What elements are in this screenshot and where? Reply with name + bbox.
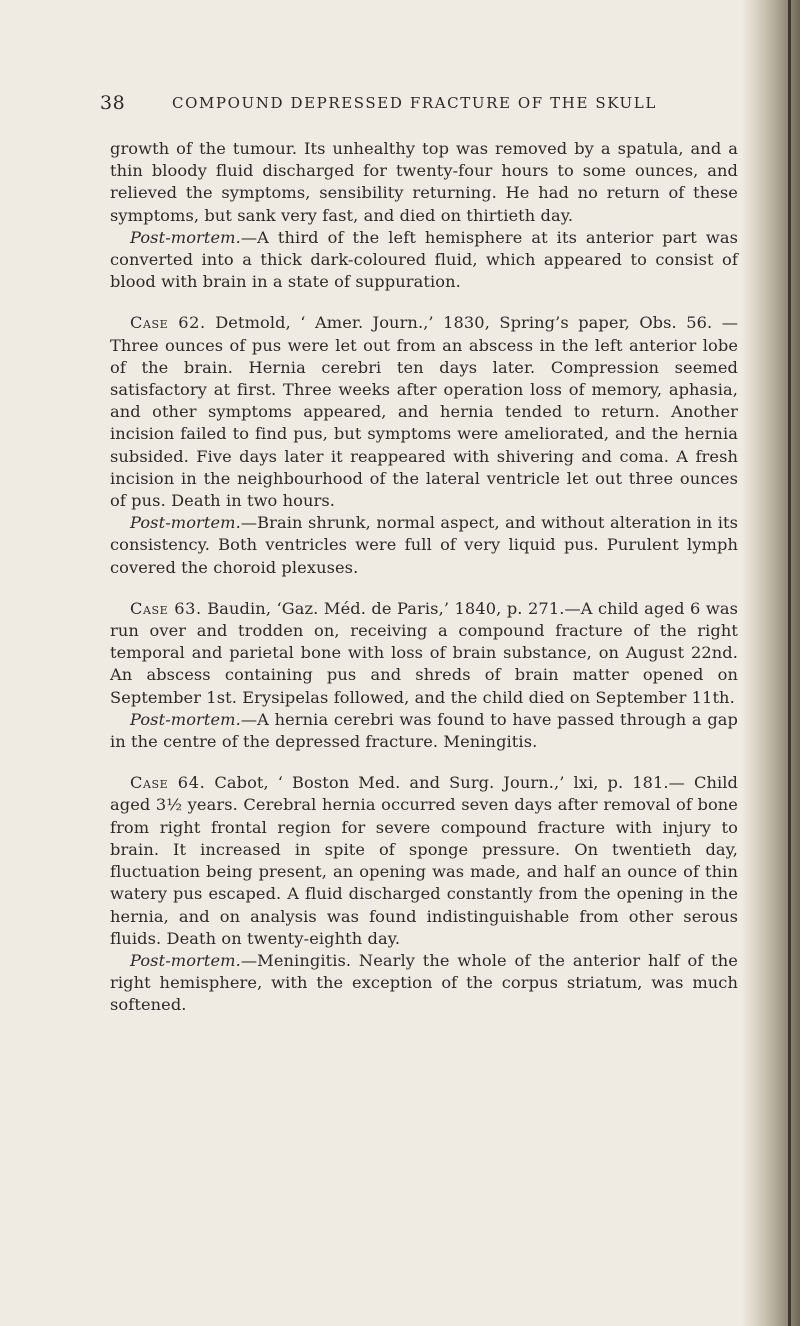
page-number: 38 (100, 92, 126, 114)
post-mortem-paragraph: Post-mortem.—A third of the left hemisphere at its anterior part was converted into a thick dark-coloured fluid, which appeared to consist of blood with brain in a state of suppuration. (110, 227, 738, 292)
case-62-post-mortem: Post-mortem.—Brain shrunk, normal aspect, and without alteration in its consistency. Both ventricles were full of very liquid pus. Purulent lymph covered the choroid plexuses. (110, 513, 738, 577)
case-64-paragraph: Case 64. Cabot, ‘ Boston Med. and Surg. Journ.,’ lxi, p. 181.— Child aged 3½ years. Cerebral hernia occurred seven days after removal of bone from right frontal region for severe compound fracture with injury to brain. It increased in spite of sponge pressure. On twentieth day, fluctuation being present, an opening was made, and half an ounce of thin watery pus escaped. A fluid discharged constantly from the opening in the hernia, and on analysis was found indistinguishable from other serous fluids. Death on twenty-eighth day. (110, 773, 738, 948)
post-mortem-label: Post-mortem. (130, 709, 241, 729)
case-62-label: Case 62. (130, 313, 206, 333)
post-mortem-label: Post-mortem. (130, 513, 241, 533)
case-64-label: Case 64. (130, 773, 206, 793)
running-title: COMPOUND DEPRESSED FRACTURE OF THE SKULL (172, 94, 657, 112)
page-header (100, 92, 750, 116)
body-text (110, 138, 738, 1017)
post-mortem-label: Post-mortem. (130, 227, 241, 247)
case-63-label: Case 63. (130, 598, 202, 618)
case-64-post-mortem: Post-mortem.—Meningitis. Nearly the whole of the anterior half of the right hemisphere, with the exception of the corpus striatum, was much softened. (110, 950, 738, 1015)
post-mortem-label: Post-mortem. (130, 950, 241, 970)
case-63-paragraph: Case 63. Baudin, ‘Gaz. Méd. de Paris,’ 1840, p. 271.—A child aged 6 was run over and trodden on, receiving a compound fracture of the right temporal and parietal bone with loss of brain substance, on August 22nd. An abscess containing pus and shreds of brain matter opened on September 1st. Erysipelas followed, and the child died on September 11th. (110, 598, 738, 707)
paragraph-continuation: growth of the tumour. Its unhealthy top was removed by a spatula, and a thin bloody fluid discharged for twenty-four hours to some ounces, and relieved the symptoms, sensibility returning. He had no return of these symptoms, but sank very fast, and died on thirtieth day. (110, 139, 738, 225)
page-edge-line (788, 0, 791, 1326)
case-62-paragraph: Case 62. Detmold, ‘ Amer. Journ.,’ 1830, Spring’s paper, Obs. 56. —Three ounces of pus were let out from an abscess in the left anterior lobe of the brain. Hernia cerebri ten days later. Compression seemed satisfactory at first. Three weeks after operation loss of memory, aphasia, and other symptoms appeared, and hernia tended to return. Another incision failed to find pus, but symptoms were ameliorated, and the hernia subsided. Five days later it reappeared with shivering and coma. A fresh incision in the neighbourhood of the lateral ventricle let out three ounces of pus. Death in two hours. (110, 313, 738, 511)
case-63-post-mortem: Post-mortem.—A hernia cerebri was found to have passed through a gap in the centre of the depressed fracture. Meningitis. (110, 709, 738, 752)
page-binding-shadow (742, 0, 800, 1326)
